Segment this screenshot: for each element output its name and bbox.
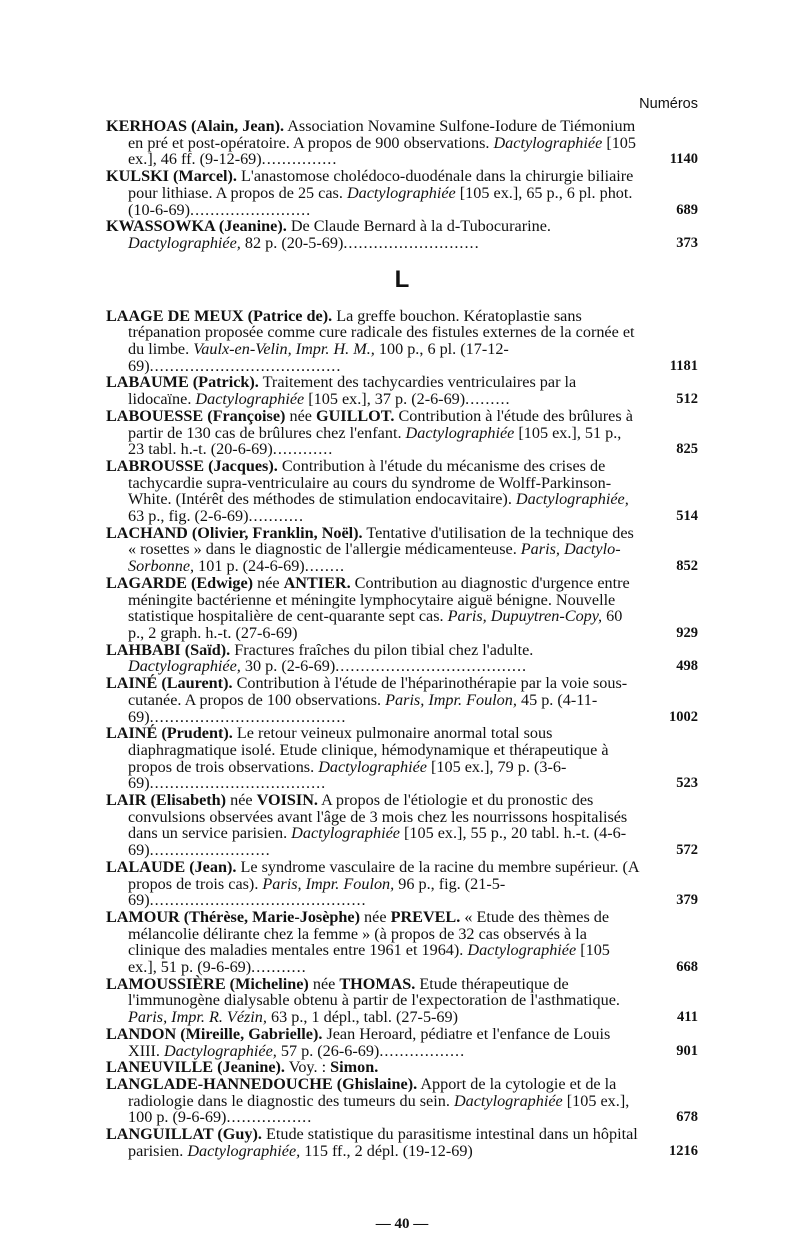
author-name: LANEUVILLE (Jeanine). (106, 1058, 285, 1077)
entry-description: née (226, 791, 257, 810)
dot-leader: ......... (465, 390, 511, 409)
entry-description: Etude statistique du parasitisme intestinal dans un hôpital parisien. (128, 1125, 638, 1160)
entry-description: Etude thérapeutique de l'immunogène dialysable obtenu à partir de l'expectoration de l'asthmatique. (128, 974, 620, 1010)
entry-number: 512 (676, 391, 698, 408)
dot-leader: ................. (226, 1108, 313, 1127)
entry-number: 901 (676, 1042, 698, 1059)
entry-description: Voy. : (284, 1058, 331, 1077)
author-name: LAMOUSSIÈRE (Micheline) (106, 974, 309, 993)
entry-number: 379 (676, 892, 698, 909)
author-name: LACHAND (Olivier, Franklin, Noël). (106, 523, 363, 542)
entry-number: 498 (676, 658, 698, 675)
section-letter: L (394, 265, 410, 293)
entry-description: Le syndrome vasculaire de la racine du membre supérieur. (A propos de trois cas). (128, 857, 639, 893)
entry-text (106, 792, 640, 859)
publication-details: [105 ex.], 51 p., 23 tabl. h.-t. (20-6-69) (128, 423, 622, 459)
maiden-name: THOMAS. (339, 974, 416, 993)
publication-details: 45 p. (4-11-69) (128, 690, 598, 726)
publication-details: 115 ff., 2 dépl. (19-12-69) (300, 1141, 473, 1160)
entry-description: L'anastomose cholédoco-duodénale dans la chirurgie biliaire pour lithiase. A propos de 25 cas. (128, 167, 634, 202)
author-name: LABROUSSE (Jacques). (106, 456, 278, 475)
publisher: Dactylographiée (405, 423, 515, 442)
dot-leader: ................................... (149, 774, 327, 793)
dot-leader: ............... (261, 150, 338, 169)
index-entry (106, 525, 698, 575)
index-entry (106, 859, 698, 909)
publication-details: [105 ex.], 65 p., 6 pl. phot. (10-6-69) (128, 183, 633, 219)
index-entry (106, 675, 698, 725)
dot-leader: ........................ (190, 200, 312, 219)
publisher: Dactylographiée, (515, 490, 629, 509)
index-entry (106, 1059, 698, 1076)
index-entry (106, 725, 698, 792)
entry-text (106, 525, 640, 575)
author-name: LABAUME (Patrick). (106, 373, 259, 392)
index-entry (106, 308, 698, 375)
publication-details: 30 p. (2-6-69) (240, 657, 336, 676)
entry-number: 825 (676, 441, 698, 458)
publication-details: 100 p., 6 pl. (17-12-69) (128, 340, 509, 375)
entries-section-l (106, 308, 698, 1160)
entry-number: 1216 (669, 1142, 698, 1159)
entry-description: née (253, 573, 284, 592)
dot-leader: ........... (251, 958, 307, 977)
entry-description: née (285, 406, 316, 425)
dot-leader: ........................ (149, 841, 271, 860)
entry-description: Traitement des tachycardies ventriculaires par la lidocaïne. (128, 373, 577, 409)
entry-description: Contribution à l'étude des brûlures à partir de 130 cas de brûlures chez l'enfant. (128, 406, 633, 442)
numeros-column-header: Numéros (639, 96, 698, 112)
publication-details: 96 p., fig. (21-5-69) (128, 874, 506, 910)
entry-text (106, 976, 640, 1026)
dot-leader: ...................................... (335, 657, 528, 676)
index-entry (106, 118, 698, 168)
index-entry (106, 218, 698, 251)
entry-description: Tentative d'utilisation de la technique des « rosettes » dans le diagnostic de l'allergie médicamenteuse. (128, 523, 634, 559)
maiden-name: PREVEL. (390, 907, 461, 926)
entry-description: née (360, 907, 391, 926)
publication-details: [105 ex.], 55 p., 20 tabl. h.-t. (4-6-69) (128, 824, 627, 860)
author-name: KWASSOWKA (Jeanine). (106, 217, 287, 236)
author-name: LAINÉ (Prudent). (106, 724, 233, 743)
publication-details: 63 p., fig. (2-6-69) (128, 507, 249, 526)
entry-number: 373 (676, 234, 698, 251)
index-entry (106, 1026, 698, 1059)
dot-leader: ........................................... (149, 891, 367, 910)
entry-text (106, 408, 640, 458)
publication-details: 63 p., 1 dépl., tabl. (27-5-69) (266, 1008, 459, 1027)
entry-text (106, 118, 640, 168)
publication-details: 57 p. (26-6-69) (276, 1041, 380, 1060)
entry-description: De Claude Bernard à la d-Tubocurarine. (286, 217, 551, 236)
page-number: — 40 — (375, 1216, 429, 1232)
entries-before-section (106, 118, 698, 252)
publisher: Paris, Impr. R. Vézin, (128, 1008, 267, 1027)
publisher: Paris, Dactylo-Sorbonne, (128, 540, 621, 576)
author-name: LAAGE DE MEUX (Patrice de). (106, 306, 333, 325)
publisher: Paris, Dupuytren-Copy, (447, 607, 603, 626)
entry-text (106, 575, 640, 642)
entry-description: A propos de l'étiologie et du pronostic des convulsions observées avant l'âge de 3 mois chez les nourrissons hospitalisés dans un service parisien. (128, 791, 628, 843)
entry-text (106, 642, 640, 675)
entry-text (106, 168, 640, 218)
author-name: LALAUDE (Jean). (106, 857, 237, 876)
entry-text (106, 909, 640, 976)
index-entry (106, 408, 698, 458)
maiden-name: Simon. (330, 1058, 379, 1077)
publication-details: [105 ex.], 37 p. (2-6-69) (304, 390, 466, 409)
index-entry (106, 1076, 698, 1126)
dot-leader: ....................................... (149, 707, 347, 726)
entry-number: 411 (677, 1009, 698, 1026)
entry-number: 689 (676, 201, 698, 218)
dot-leader: ........... (248, 507, 304, 526)
entry-description: La greffe bouchon. Kératoplastie sans trépanation proposée comme cure radicale des fistules externes de la cornée et du limbe. (128, 306, 635, 359)
entry-text (106, 308, 640, 375)
entry-text (106, 458, 640, 525)
entry-text (106, 1026, 640, 1059)
author-name: LANDON (Mireille, Gabrielle). (106, 1024, 323, 1043)
index-entry (106, 1126, 698, 1159)
entry-description: Jean Heroard, pédiatre et l'enfance de Louis XIII. (128, 1024, 611, 1060)
entry-text (106, 675, 640, 725)
dot-leader: ................. (379, 1041, 466, 1060)
author-name: LABOUESSE (Françoise) (106, 406, 286, 425)
entry-number: 523 (676, 775, 698, 792)
entry-text (106, 1059, 640, 1076)
maiden-name: VOISIN. (256, 791, 318, 810)
entry-number: 678 (676, 1109, 698, 1126)
publisher: Dactylographiée (467, 941, 577, 960)
index-entry (106, 976, 698, 1026)
entry-text (106, 374, 640, 407)
dot-leader: ............ (272, 440, 334, 459)
entry-description: Le retour veineux pulmonaire anormal total sous diaphragmatique isolé. Etude clinique, hémodynamique et thérapeutique à propos de trois observations. (128, 724, 609, 776)
author-name: LAIR (Elisabeth) (106, 791, 227, 810)
entry-text (106, 725, 640, 792)
publisher: Vaulx-en-Velin, Impr. H. M., (193, 340, 375, 359)
entry-number: 852 (676, 558, 698, 575)
entry-number: 668 (676, 959, 698, 976)
entry-description: Association Novamine Sulfone-Iodure de Tiémonium en pré et post-opératoire. A propos de 900 observations. (128, 117, 636, 152)
entry-text (106, 218, 640, 251)
dot-leader: ........ (304, 557, 346, 576)
entry-number: 514 (676, 508, 698, 525)
author-name: LAINÉ (Laurent). (106, 674, 233, 693)
publisher: Dactylographiée (346, 183, 456, 202)
entry-number: 1181 (669, 357, 698, 374)
author-name: KERHOAS (Alain, Jean). (106, 117, 285, 135)
index-entry (106, 374, 698, 407)
entry-description: Contribution à l'étude de l'héparinothérapie par la voie sous-cutanée. A propos de 100 observations. (128, 674, 628, 709)
author-name: LAGARDE (Edwige) (106, 573, 254, 592)
index-page (106, 96, 698, 1232)
index-entry (106, 575, 698, 642)
publication-details: [105 ex.], 46 ff. (9-12-69) (128, 133, 636, 169)
index-entry (106, 792, 698, 859)
entry-number: 1002 (669, 708, 698, 725)
publication-details: 101 p. (24-6-69) (194, 557, 305, 576)
entry-description: Contribution à l'étude du mécanisme des crises de tachycardie supra-ventriculaire au cours du syndrome de Wolff-Parkinson-White. (Intérêt des méthodes de stimulation endocavitaire). (128, 456, 612, 509)
publication-details: [105 ex.], 100 p. (9-6-69) (128, 1091, 630, 1127)
publisher: Dactylographiée, (128, 657, 241, 676)
publisher: Dactylographiée, (187, 1141, 301, 1160)
index-entry (106, 909, 698, 976)
author-name: LANGUILLAT (Guy). (106, 1125, 262, 1144)
dot-leader: ........................... (343, 233, 480, 252)
entry-text (106, 1126, 640, 1159)
maiden-name: GUILLOT. (316, 406, 395, 425)
author-name: KULSKI (Marcel). (106, 167, 237, 186)
publisher: Dactylographiée, (128, 233, 241, 252)
author-name: LAHBABI (Saïd). (106, 640, 231, 659)
publisher: Dactylographiée (291, 824, 400, 843)
publication-details: [105 ex.], 51 p. (9-6-69) (128, 941, 610, 977)
index-entry (106, 458, 698, 525)
maiden-name: ANTIER. (283, 573, 351, 592)
author-name: LAMOUR (Thérèse, Marie-Josèphe) (106, 907, 360, 926)
entry-description: Fractures fraîches du pilon tibial chez l'adulte. (230, 640, 534, 659)
entry-description: née (308, 974, 340, 993)
entry-number: 572 (676, 842, 698, 859)
publisher: Dactylographiée (318, 757, 427, 776)
publication-details: 82 p. (20-5-69) (240, 233, 344, 252)
publication-details: [105 ex.], 79 p. (3-6-69) (128, 757, 567, 793)
publisher: Dactylographiée (453, 1091, 563, 1110)
entry-description: Contribution au diagnostic d'urgence entre méningite bactérienne et méningite lymphocytaire aiguë bénigne. Nouvelle statistique hospitalière de cent-quarante sept cas. (128, 573, 630, 626)
dot-leader: ...................................... (149, 356, 342, 375)
index-entry (106, 168, 698, 218)
publisher: Dactylographiée (493, 133, 603, 152)
entry-number: 1140 (669, 151, 698, 168)
index-entry (106, 642, 698, 675)
publisher: Paris, Impr. Foulon, (385, 690, 517, 709)
publisher: Dactylographiée (195, 390, 305, 409)
publisher: Dactylographiée, (163, 1041, 277, 1060)
entry-description: Apport de la cytologie et de la radiologie dans le diagnostic des tumeurs du sein. (128, 1074, 617, 1110)
publisher: Paris, Impr. Foulon, (262, 874, 395, 893)
author-name: LANGLADE-HANNEDOUCHE (Ghislaine). (106, 1074, 418, 1093)
publication-details: 60 p., 2 graph. h.-t. (27-6-69) (128, 607, 623, 642)
entry-number: 929 (676, 624, 698, 641)
entry-text (106, 1076, 640, 1126)
entry-text (106, 859, 640, 909)
entry-description: « Etude des thèmes de mélancolie délirante chez la femme » (à propos de 32 cas observés à la clinique des maladies mentales entre 1961 et 1964). (128, 907, 610, 960)
